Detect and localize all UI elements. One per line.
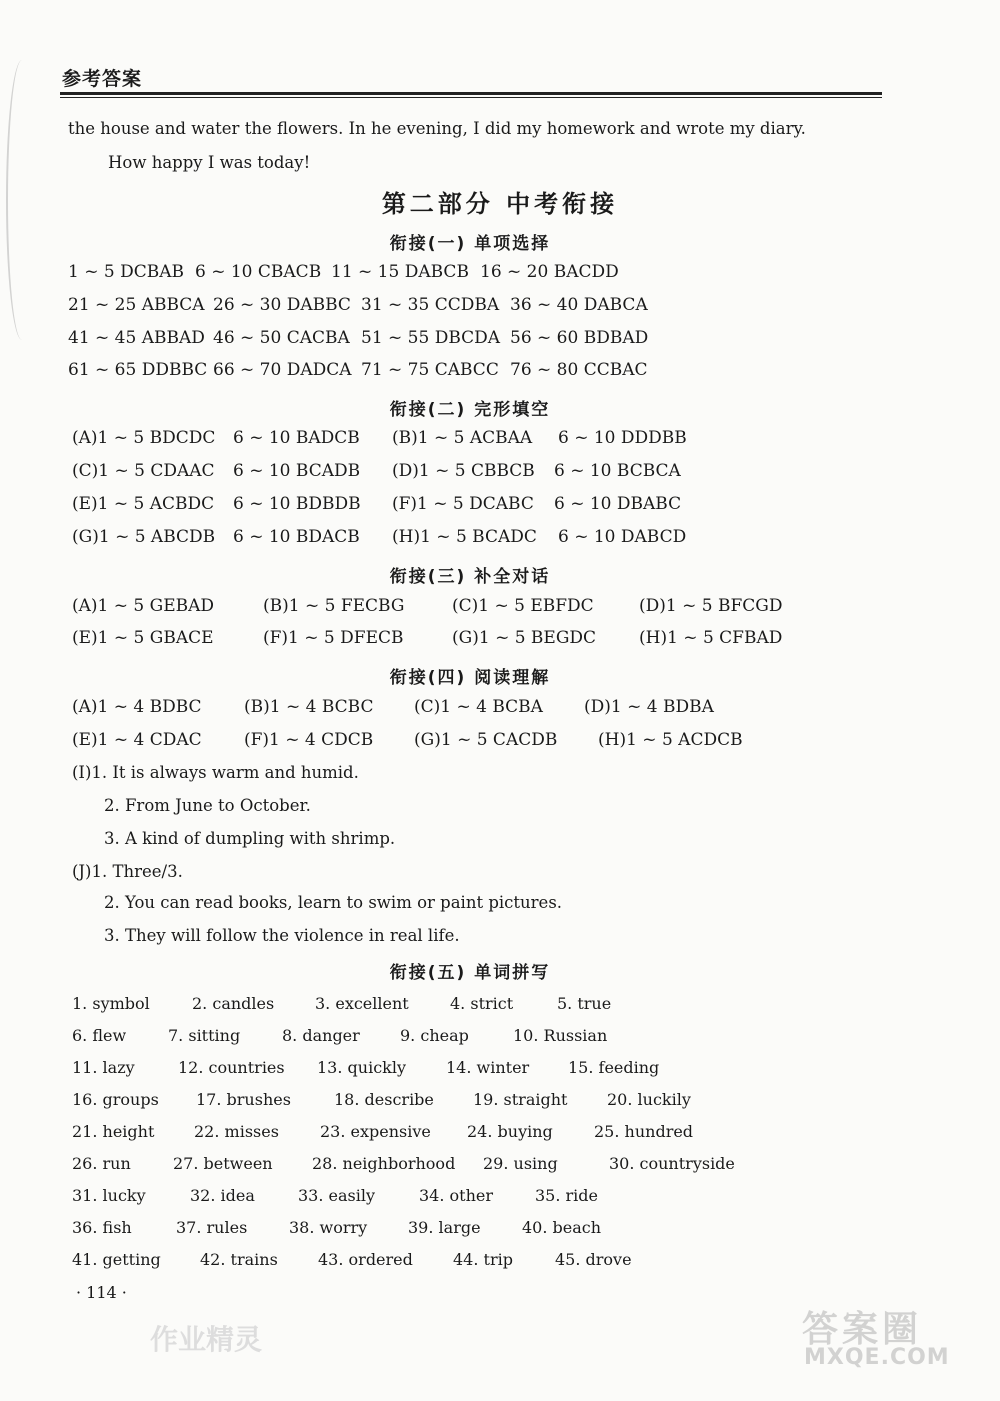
reading-answer: 3. They will follow the violence in real life. [104,926,460,945]
vocab-item: 33. easily [298,1186,376,1205]
header-rule-thin [60,97,882,98]
answer-group: 6 ~ 10 BDBDB [233,494,361,514]
section-title-4: 衔接(四) 阅读理解 [389,668,551,688]
answer-group: 31 ~ 35 CCDBA [361,295,500,315]
vocab-item: 4. strict [450,994,514,1013]
answer-group: (G)1 ~ 5 BEGDC [452,628,597,648]
section-title-2: 衔接(二) 完形填空 [389,400,551,420]
vocab-item: 27. between [173,1154,273,1173]
vocab-item: 21. height [72,1122,155,1141]
page-number: · 114 · [76,1283,127,1302]
answer-group: 6 ~ 10 DABCD [558,527,687,547]
vocab-item: 41. getting [72,1250,161,1269]
vocab-item: 35. ride [535,1186,599,1205]
answer-group: 36 ~ 40 DABCA [510,295,648,315]
vocab-item: 12. countries [178,1058,285,1077]
answer-group: (B)1 ~ 5 FECBG [263,596,405,616]
answer-group: (A)1 ~ 4 BDBC [72,697,202,717]
answer-group: 6 ~ 10 DDDBB [558,428,687,448]
answer-group: 76 ~ 80 CCBAC [510,360,648,380]
vocab-item: 30. countryside [609,1154,735,1173]
answer-group: 61 ~ 65 DDBBC [68,360,208,380]
answer-group: (C)1 ~ 5 CDAAC [72,461,215,481]
section-title-1: 衔接(一) 单项选择 [389,234,551,254]
vocab-item: 45. drove [555,1250,632,1269]
answer-group: (F)1 ~ 4 CDCB [244,730,374,750]
answer-group: 6 ~ 10 BCADB [233,461,361,481]
vocab-item: 16. groups [72,1090,159,1109]
answer-group: (G)1 ~ 5 CACDB [414,730,558,750]
answer-group: 6 ~ 10 BADCB [233,428,360,448]
vocab-item: 10. Russian [513,1026,608,1045]
vocab-item: 7. sitting [168,1026,241,1045]
reading-answer: (J)1. Three/3. [72,862,183,881]
intro-line-2: How happy I was today! [108,153,311,172]
answer-group: 6 ~ 10 DBABC [554,494,682,514]
answer-group: (E)1 ~ 4 CDAC [72,730,202,750]
answer-group: (H)1 ~ 5 BCADC [392,527,537,547]
vocab-item: 19. straight [473,1090,568,1109]
answer-group: 51 ~ 55 DBCDA [361,328,501,348]
vocab-item: 34. other [419,1186,494,1205]
vocab-item: 14. winter [446,1058,530,1077]
answer-group: (C)1 ~ 5 EBFDC [452,596,594,616]
vocab-item: 36. fish [72,1218,132,1237]
answer-group: (C)1 ~ 4 BCBA [414,697,543,717]
answer-group: 46 ~ 50 CACBA [213,328,350,348]
vocab-item: 13. quickly [317,1058,407,1077]
answer-group: (G)1 ~ 5 ABCDB [72,527,216,547]
vocab-item: 24. buying [467,1122,553,1141]
reading-answer: (I)1. It is always warm and humid. [72,763,359,782]
vocab-item: 29. using [483,1154,558,1173]
vocab-item: 31. lucky [72,1186,146,1205]
vocab-item: 42. trains [200,1250,278,1269]
answer-group: 6 ~ 10 CBACB [195,262,322,282]
section-title-3: 衔接(三) 补全对话 [389,567,551,587]
vocab-item: 38. worry [289,1218,368,1237]
vocab-item: 18. describe [334,1090,434,1109]
vocab-item: 2. candles [192,994,275,1013]
vocab-item: 44. trip [453,1250,513,1269]
vocab-item: 15. feeding [568,1058,660,1077]
vocab-item: 9. cheap [400,1026,469,1045]
vocab-item: 22. misses [194,1122,279,1141]
watermark-logo-text: 答案圈 [802,1309,923,1350]
answer-group: (D)1 ~ 5 BFCGD [639,596,783,616]
vocab-item: 8. danger [282,1026,360,1045]
answer-group: 71 ~ 75 CABCC [361,360,499,380]
vocab-item: 26. run [72,1154,131,1173]
answer-group: (D)1 ~ 5 CBBCB [392,461,535,481]
section-title-5: 衔接(五) 单词拼写 [389,963,551,983]
faint-stamp: 作业精灵 [150,1323,263,1356]
answer-group: (F)1 ~ 5 DFECB [263,628,404,648]
answer-group: 66 ~ 70 DADCA [213,360,352,380]
reading-answer: 2. You can read books, learn to swim or paint pictures. [104,893,563,912]
answer-group: (H)1 ~ 5 ACDCB [598,730,743,750]
vocab-item: 5. true [557,994,612,1013]
vocab-item: 20. luckily [607,1090,691,1109]
vocab-item: 43. ordered [318,1250,413,1269]
intro-line-1: the house and water the flowers. In he evening, I did my homework and wrote my diary. [68,119,806,138]
answer-group: 21 ~ 25 ABBCA [68,295,205,315]
vocab-item: 23. expensive [320,1122,431,1141]
answer-group: 6 ~ 10 BCBCA [554,461,681,481]
vocab-item: 25. hundred [594,1122,694,1141]
answer-group: (A)1 ~ 5 GEBAD [72,596,215,616]
vocab-item: 6. flew [72,1026,127,1045]
answer-group: 11 ~ 15 DABCB [331,262,469,282]
reading-answer: 2. From June to October. [104,796,311,815]
answer-group: (B)1 ~ 5 ACBAA [392,428,533,448]
answer-group: (E)1 ~ 5 ACBDC [72,494,215,514]
answer-group: (H)1 ~ 5 CFBAD [639,628,783,648]
reading-answer: 3. A kind of dumpling with shrimp. [104,829,396,848]
answer-group: (E)1 ~ 5 GBACE [72,628,214,648]
vocab-item: 3. excellent [315,994,409,1013]
vocab-item: 37. rules [176,1218,248,1237]
watermark-logo [802,1301,982,1371]
vocab-item: 28. neighborhood [312,1154,456,1173]
vocab-item: 11. lazy [72,1058,135,1077]
answer-group: (D)1 ~ 4 BDBA [584,697,714,717]
answer-group: 56 ~ 60 BDBAD [510,328,649,348]
answer-group: (F)1 ~ 5 DCABC [392,494,534,514]
header-title: 参考答案 [62,68,143,90]
answer-group: 16 ~ 20 BACDD [480,262,619,282]
answer-group: 41 ~ 45 ABBAD [68,328,205,348]
vocab-item: 39. large [408,1218,481,1237]
header-rule-thick [60,92,882,95]
vocab-item: 32. idea [190,1186,255,1205]
vocab-item: 17. brushes [196,1090,291,1109]
watermark-url: MXQE.COM [804,1345,950,1370]
answer-group: 26 ~ 30 DABBC [213,295,351,315]
vocab-item: 1. symbol [72,994,150,1013]
part-title: 第二部分 中考衔接 [381,190,619,218]
answer-group: 1 ~ 5 DCBAB [68,262,184,282]
answer-group: (B)1 ~ 4 BCBC [244,697,374,717]
answer-group: 6 ~ 10 BDACB [233,527,360,547]
vocab-item: 40. beach [522,1218,602,1237]
answer-group: (A)1 ~ 5 BDCDC [72,428,216,448]
